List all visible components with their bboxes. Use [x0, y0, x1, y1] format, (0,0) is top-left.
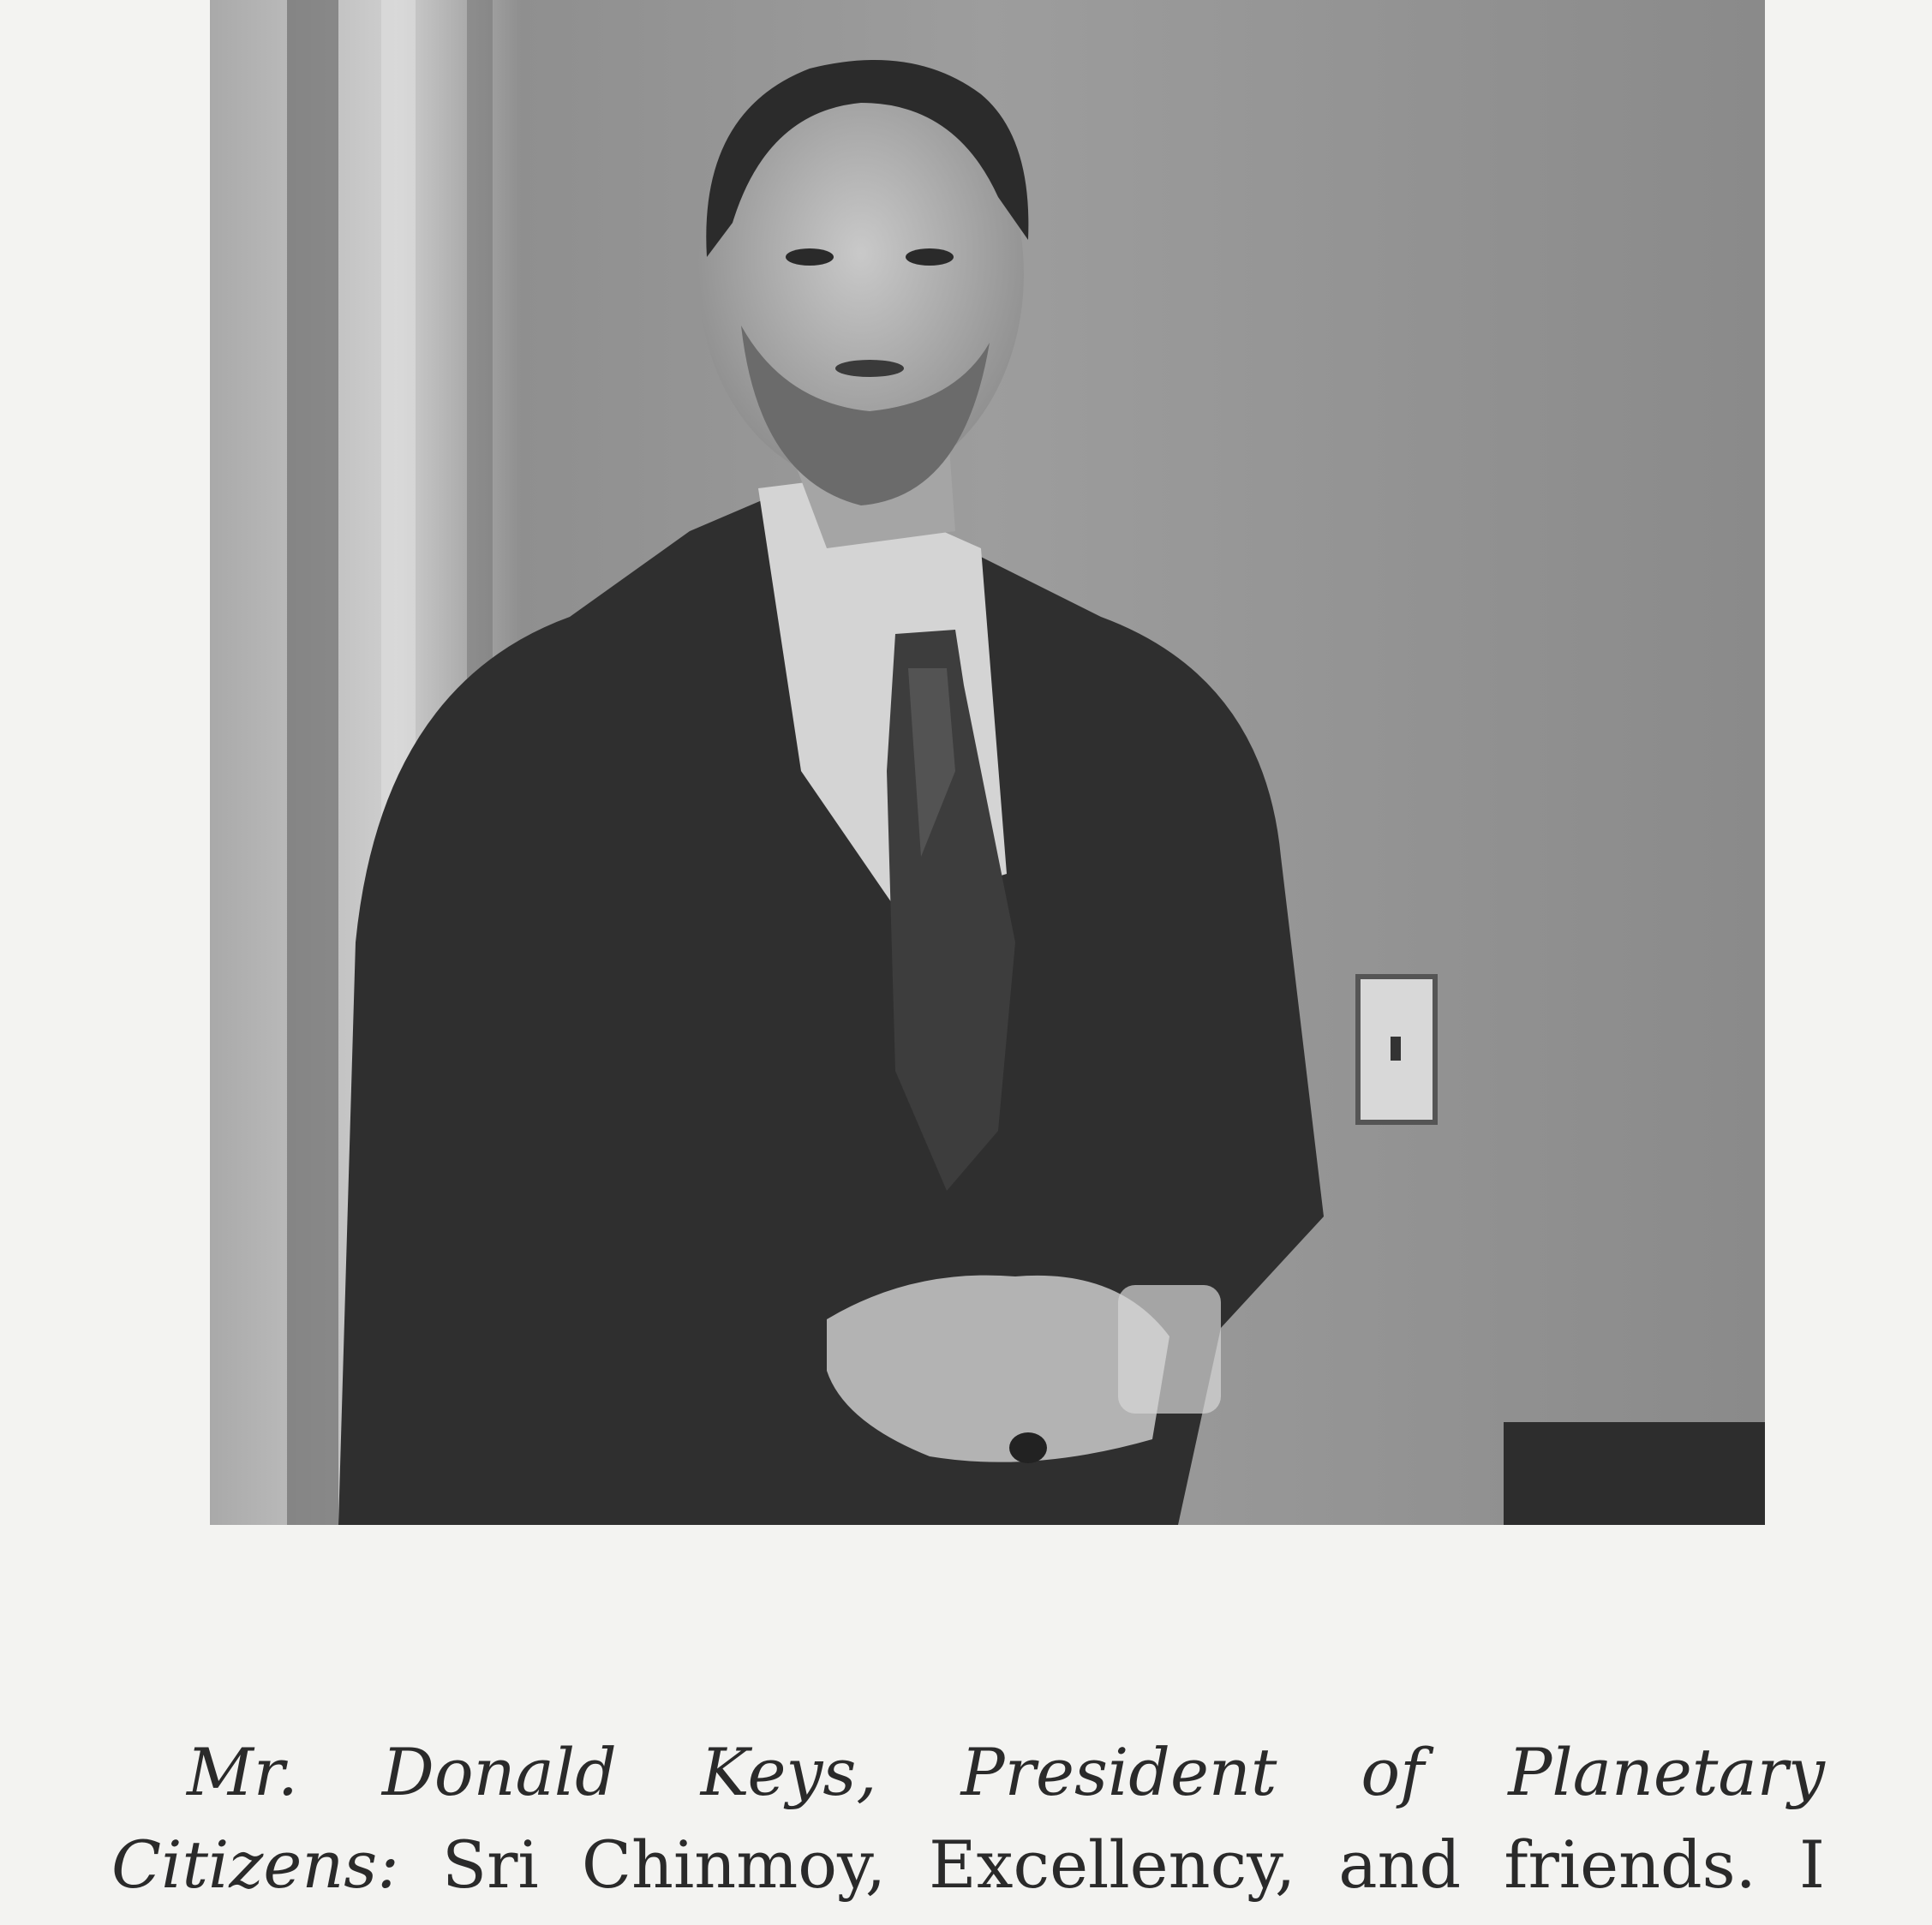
- photo-caption: [111, 1726, 1825, 1911]
- caption-line-2: [111, 1819, 1825, 1911]
- cropped-text-line: [111, 1906, 1825, 1925]
- portrait-photo: [210, 0, 1765, 1525]
- speech-text: Sri Chinmoy, Excellency, and friends. I: [398, 1826, 1825, 1903]
- speaker-name-title: Mr. Donald Keys, President of Planetary: [187, 1734, 1825, 1810]
- photo-illustration: [210, 0, 1765, 1525]
- speaker-affiliation: Citizens:: [111, 1826, 399, 1903]
- caption-line-1: [111, 1726, 1825, 1819]
